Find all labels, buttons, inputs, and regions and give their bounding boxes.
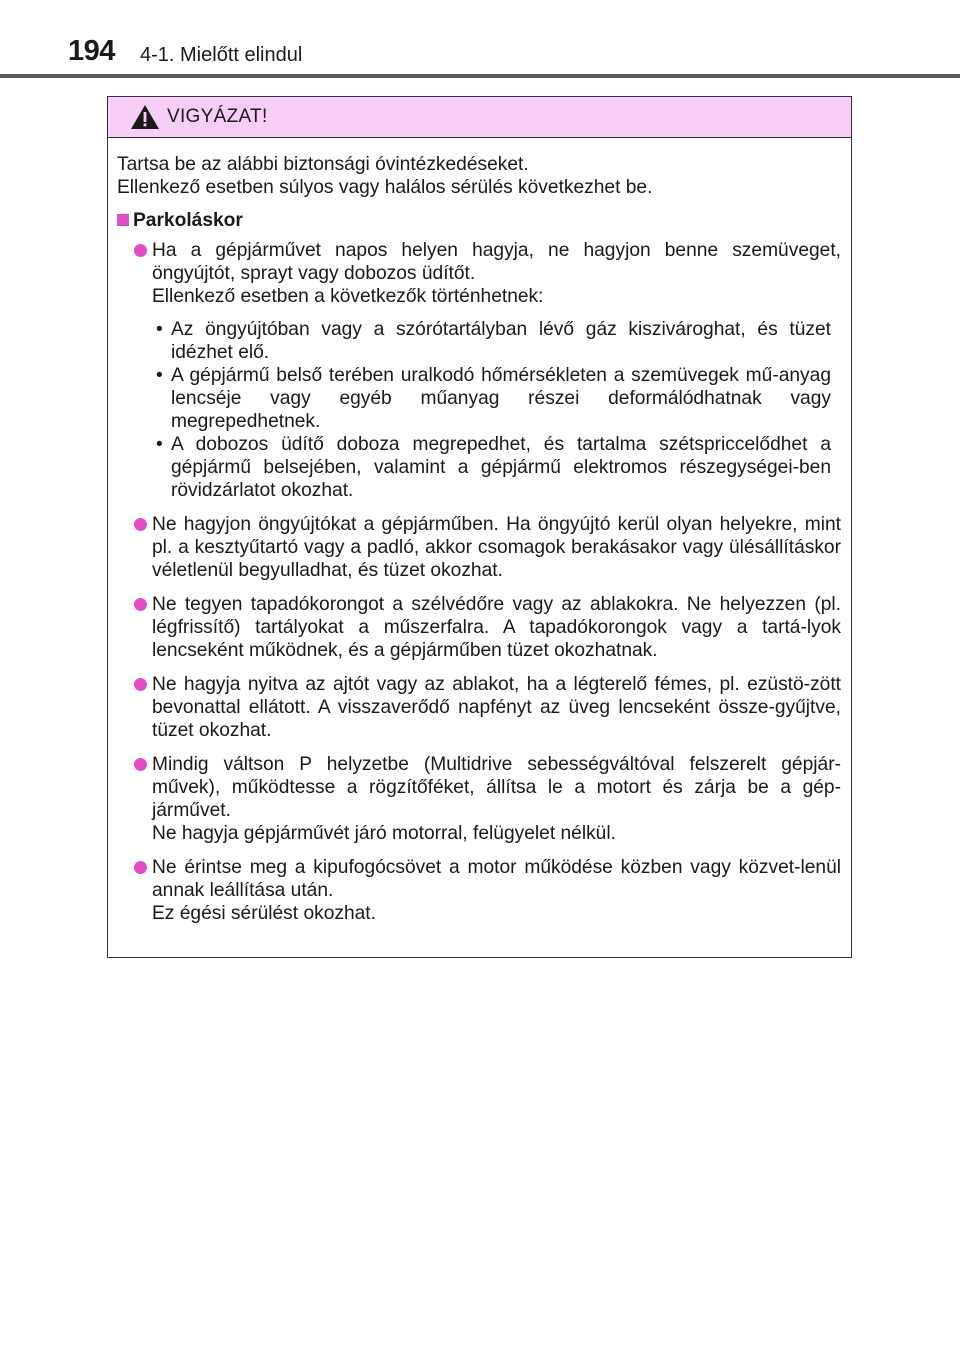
list-item-text: Ha a gépjárművet napos helyen hagyja, ne hagyjon benne szemüveget, öngyújtót, sprayt vagy dobozos üdítőt.: [152, 240, 841, 284]
sub-list-item: [152, 364, 831, 433]
sub-list-item: [152, 318, 831, 364]
dot-bullet-icon: •: [156, 319, 163, 340]
header-rule: [0, 74, 960, 78]
list-item-text: Ne hagyjon öngyújtókat a gépjárműben. Ha öngyújtó kerül olyan helyekre, mint pl. a kesztyűtartó vagy a padló, akkor csomagok berakásakor vagy ülésállításkor véletlenül begyulladhat, és tüzet okozhat.: [152, 514, 841, 581]
page-header: [0, 0, 960, 80]
list-item: [117, 673, 841, 742]
section-title: 4-1. Mielőtt elindul: [140, 44, 303, 66]
warning-box: [107, 96, 852, 958]
list-item: [117, 239, 841, 502]
circle-bullet-icon: [134, 861, 147, 874]
circle-bullet-icon: [134, 678, 147, 691]
list-item-note: Ellenkező esetben a következők történhetnek:: [152, 286, 544, 307]
subheading-parking: [117, 209, 841, 232]
intro-line: Tartsa be az alábbi biztonsági óvintézkedéseket.: [117, 154, 529, 175]
list-item: [117, 753, 841, 845]
list-item: [117, 513, 841, 582]
list-item-text: Ne tegyen tapadókorongot a szélvédőre vagy az ablakokra. Ne helyezzen (pl. légfrissítő) tartályokat a műszerfalra. A tapadókorongok vagy a tartá-lyok lencseként működnek, és a gépjárműben tüzet okozhatnak.: [152, 594, 841, 661]
list-item-text: Ne érintse meg a kipufogócsövet a motor működése közben vagy közvet-lenül annak leállítása után.: [152, 857, 841, 901]
sub-list-item-text: A dobozos üdítő doboza megrepedhet, és tartalma szétspriccelődhet a gépjármű belsejében, valamint a gépjármű elektromos részegységei-ben rövidzárlatot okozhat.: [171, 434, 831, 501]
warning-content: [108, 138, 851, 925]
dot-bullet-icon: •: [156, 434, 163, 455]
square-bullet-icon: [117, 214, 129, 226]
warning-title: VIGYÁZAT!: [167, 106, 268, 127]
list-item: [117, 593, 841, 662]
circle-bullet-icon: [134, 598, 147, 611]
dot-bullet-icon: •: [156, 365, 163, 386]
sub-list-item-text: Az öngyújtóban vagy a szórótartályban lévő gáz kiszivároghat, és tüzet idézhet elő.: [171, 319, 831, 363]
sub-list-item: [152, 433, 831, 502]
sub-list-item-text: A gépjármű belső terében uralkodó hőmérsékleten a szemüvegek mű-anyag lencséje vagy egyéb műanyag részei deformálódhatnak vagy megrepedhetnek.: [171, 365, 831, 432]
circle-bullet-icon: [134, 758, 147, 771]
subheading-label: Parkoláskor: [133, 210, 243, 231]
list-item: [117, 856, 841, 925]
circle-bullet-icon: [134, 244, 147, 257]
page-number: 194: [68, 35, 115, 67]
warning-triangle-icon: [130, 104, 160, 130]
list-item-text: Ne hagyja nyitva az ajtót vagy az ablakot, ha a légterelő fémes, pl. ezüstö-zött bevonattal ellátott. A visszaverődő napfényt az üveg lencseként össze-gyűjtve, tüzet okozhat.: [152, 674, 841, 741]
sub-list: [152, 318, 841, 502]
list-item-text: Mindig váltson P helyzetbe (Multidrive sebességváltóval felszerelt gépjár-művek), működtesse a rögzítőféket, állítsa le a motort és zárja be a gép-járművet.: [152, 754, 841, 821]
intro-line: Ellenkező esetben súlyos vagy halálos sérülés következhet be.: [117, 177, 653, 198]
list-item-note: Ne hagyja gépjárművét járó motorral, felügyelet nélkül.: [152, 823, 616, 844]
warning-intro: [117, 153, 841, 199]
circle-bullet-icon: [134, 518, 147, 531]
warning-header: [108, 97, 851, 138]
list-item-note: Ez égési sérülést okozhat.: [152, 903, 376, 924]
